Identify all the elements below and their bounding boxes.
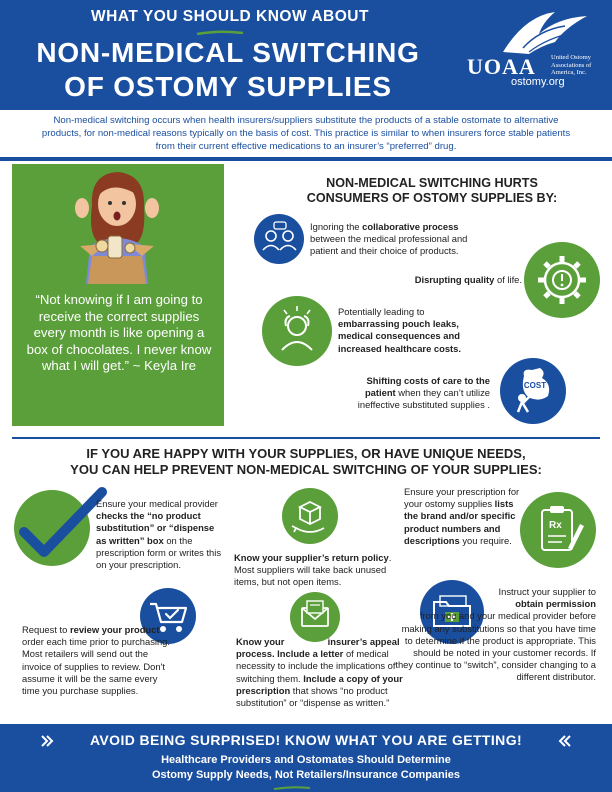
p6-bold: obtain permission <box>515 598 596 610</box>
p3-post: you require. <box>459 534 512 546</box>
prevent-item-brand-list <box>404 486 528 547</box>
footer-subline <box>20 753 592 783</box>
p5-bold-2: insurer’s appeal process. Include a letter <box>236 636 400 660</box>
hurts-item-quality <box>402 274 522 286</box>
p1-post: on the prescription form or writes this on your prescription. <box>96 534 222 571</box>
swoosh-icon <box>272 786 312 791</box>
svg-text:Rx: Rx <box>549 520 562 531</box>
p1-pre: Ensure your medical provider <box>96 498 218 509</box>
p4-bold: review your product <box>69 624 160 635</box>
footer-line-3: Ostomy Supply Needs, Not Retailers/Insurance Companies <box>151 769 461 781</box>
hurts-item1-pre: Ignoring the <box>310 221 363 232</box>
cost-label: COST <box>523 381 547 390</box>
surprised-woman-illustration-icon <box>62 166 172 286</box>
checkmark-overlay-icon <box>12 486 108 566</box>
p5-mid: of medical necessity to include the implications of switching them. <box>236 648 396 684</box>
title-line-2: OF OSTOMY SUPPLIES <box>64 71 392 102</box>
chevron-left-icon <box>558 734 572 748</box>
footer-headline: AVOID BEING SURPRISED! KNOW WHAT YOU ARE GETTING! <box>89 732 523 748</box>
p5-bold-1: Know your <box>236 636 285 647</box>
hurts-item4-bold: Shifting costs of care to the patient <box>364 375 490 399</box>
p1-bold: checks the “no product substitution” or “dispense as written” box <box>96 510 215 546</box>
hurts-section-title <box>262 176 602 206</box>
letter-envelope-icon <box>290 592 340 642</box>
cost-burden-icon <box>500 358 566 424</box>
hurts-title-line-1: NON-MEDICAL SWITCHING HURTS <box>326 176 538 190</box>
quote-panel <box>12 164 224 426</box>
p2-post: . Most suppliers will take back unused items, but not open items. <box>234 552 392 588</box>
p3-bold: lists the brand and/or specific product numbers and descriptions <box>404 498 516 546</box>
gear-warning-icon <box>524 242 600 318</box>
stressed-person-icon <box>262 296 332 366</box>
p5-post: that shows “no product substitution” or “dispense as written.” <box>236 684 390 709</box>
hurts-item4-post: when they can’t utilize ineffective substituted supplies . <box>357 387 490 411</box>
section-divider <box>12 437 600 439</box>
footer-line-2: Healthcare Providers and Ostomates Should Determine <box>161 754 451 766</box>
prevent-item-permission <box>395 586 596 684</box>
header-banner <box>0 0 612 110</box>
prevent-section-title <box>20 446 592 478</box>
collaboration-icon <box>254 214 304 264</box>
p2-bold: Know your supplier’s return policy <box>234 552 389 563</box>
return-box-icon <box>282 488 338 544</box>
hurts-item2-post: of life. <box>494 274 522 285</box>
hurts-item-costs <box>356 375 490 412</box>
uoaa-logo <box>455 8 605 88</box>
logo-url: ostomy.org <box>511 76 565 88</box>
footer-banner <box>0 724 612 792</box>
bird-logo-icon <box>495 8 595 56</box>
header-kicker: WHAT YOU SHOULD KNOW ABOUT <box>91 8 369 25</box>
title-line-1: NON-MEDICAL SWITCHING <box>36 37 420 68</box>
p4-pre: Request to <box>22 624 70 635</box>
page-title <box>18 36 438 104</box>
logo-association-name: United Ostomy Associations of America, Inc. <box>551 54 592 76</box>
p4-post: order each time prior to purchasing. Most retailers will send out the invoice of supplies to review. Don't assume it will be the same every time you purchase supplies. <box>22 636 170 697</box>
prevent-item-appeal-process <box>236 636 416 709</box>
hurts-title-line-2: CONSUMERS OF OSTOMY SUPPLIES BY: <box>306 191 558 205</box>
hurts-item3-pre: Potentially leading to <box>338 306 425 317</box>
p6-post: from you and your medical provider before making any substitutions so that you have time to determine if the product is appropriate. This should be noted in your customer records. If they continue to “switch”, consider changing to a different distributor. <box>395 610 596 683</box>
prescription-clipboard-icon <box>520 492 596 568</box>
patient-quote: “Not knowing if I am going to receive the correct supplies every month is like opening a box of chocolates. I never know what I will get.” ~ Keyla Ire <box>26 292 212 374</box>
prevent-title-line-2: YOU CAN HELP PREVENT NON-MEDICAL SWITCHING OF YOUR SUPPLIES: <box>70 462 542 477</box>
hurts-item-leaks <box>338 306 488 355</box>
hurts-item-collaborative <box>310 221 480 258</box>
p3-pre: Ensure your prescription for your ostomy supplies <box>404 486 520 510</box>
section-divider <box>0 157 612 161</box>
prevent-item-review-order <box>22 624 172 697</box>
hurts-item3-bold: embarrassing pouch leaks, medical consequences and increased healthcare costs. <box>338 318 461 354</box>
hurts-item1-bold: collaborative process <box>362 221 459 232</box>
p5-bold-3: Include a copy of your prescription <box>236 672 403 696</box>
p6-pre: Instruct your supplier to <box>498 586 596 597</box>
hurts-item1-post: between the medical professional and patient and their choice of products. <box>310 233 468 257</box>
prevent-item-no-substitution <box>96 498 224 571</box>
logo-wordmark: UOAA <box>467 54 536 79</box>
prevent-title-line-1: IF YOU ARE HAPPY WITH YOUR SUPPLIES, OR HAVE UNIQUE NEEDS, <box>86 446 526 461</box>
hurts-item2-bold: Disrupting quality <box>414 274 495 285</box>
intro-paragraph: Non-medical switching occurs when health insurers/suppliers substitute the products of a stable ostomate to alternative products, for non-medical reasons typically on the basis of cost. This practice is similar to when insurers force stable patients from their current effective medications to an insurer’s “preferred” drug. <box>41 115 571 152</box>
prevent-item-return-policy <box>234 552 396 589</box>
